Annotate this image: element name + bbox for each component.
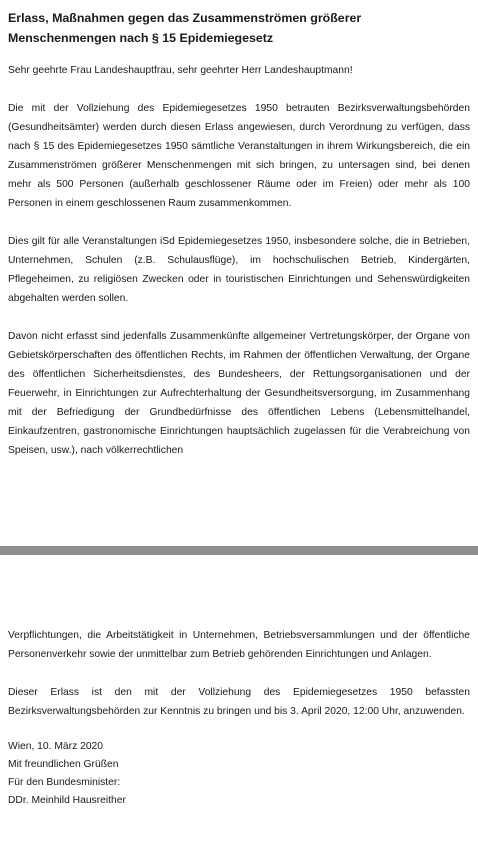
paragraph-notice: Dieser Erlass ist den mit der Vollziehung des Epidemiegesetzes 1950 befassten Bezirksverwaltungsbehörden zur Kenntnis zu bringen und bis 3. April 2020, 12:00 Uhr, anzuwenden. [8,687,470,717]
paragraph-scope: Die mit der Vollziehung des Epidemiegesetzes 1950 betrauten Bezirksverwaltungsbehörden (Gesundheitsämter) werden durch diesen Erlass angewiesen, durch Verordnung zu verfügen, dass nach § 15 des Epidemiegesetzes 1950 sämtliche Veranstaltungen in ihrem Wirkungsbereich, die ein Zusammenströmen größerer Menschenmengen mit sich bringen, zu untersagen sind, bei denen mehr als 500 Personen (außerhalb geschlossener Räume oder im Freien) oder mehr als 100 Personen in einem geschlossenen Raum zusammenkommen. [8,103,470,209]
on-behalf-line: Für den Bundesminister: [8,777,121,788]
place-date: Wien, 10. März 2020 [8,741,104,752]
page-divider [0,546,478,555]
paragraph-exceptions-continued: Verpflichtungen, die Arbeitstätigkeit in Unternehmen, Betriebsversammlungen und der öffentliche Personenverkehr sowie der unmittelbar zum Betrieb gehörenden Einrichtungen und Anlagen. [8,630,470,660]
salutation: Sehr geehrte Frau Landeshauptfrau, sehr geehrter Herr Landeshauptmann! [8,65,353,76]
paragraph-exceptions: Davon nicht erfasst sind jedenfalls Zusammenkünfte allgemeiner Vertretungskörper, der Organe von Gebietskörperschaften des öffentlichen Rechts, im Rahmen der öffentlichen Verwaltung, der Organe des öffentlichen Sicherheitsdienstes, des Bundesheers, der Rettungsorganisationen und der Feuerwehr, in Einrichtungen zur Aufrechterhaltung der Gesundheitsversorgung, im Zusammenhang mit der Befriedigung der Grundbedürfnisse des öffentlichen Lebens (Lebensmittelhandel, Einkaufzentren, gastronomische Einrichtungen hauptsächlich zugelassen für die Verabreichung von Speisen, usw.), nach völkerrechtlichen [8,331,470,456]
greeting: Mit freundlichen Grüßen [8,759,119,770]
signatory: DDr. Meinhild Hausreither [8,795,126,806]
document-title: Erlass, Maßnahmen gegen das Zusammenströmen größerer Menschenmengen nach § 15 Epidemiegesetz [8,11,362,45]
paragraph-applicability: Dies gilt für alle Veranstaltungen iSd Epidemiegesetzes 1950, insbesondere solche, die in Betrieben, Unternehmen, Schulen (z.B. Schulausflüge), im hochschulischen Betrieb, Kindergärten, Pflegeheimen, zu religiösen Zwecken oder in touristischen Einrichtungen und Sehenswürdigkeiten abgehalten werden sollen. [8,236,470,304]
page-2 [0,556,478,844]
closing-block [8,738,470,810]
